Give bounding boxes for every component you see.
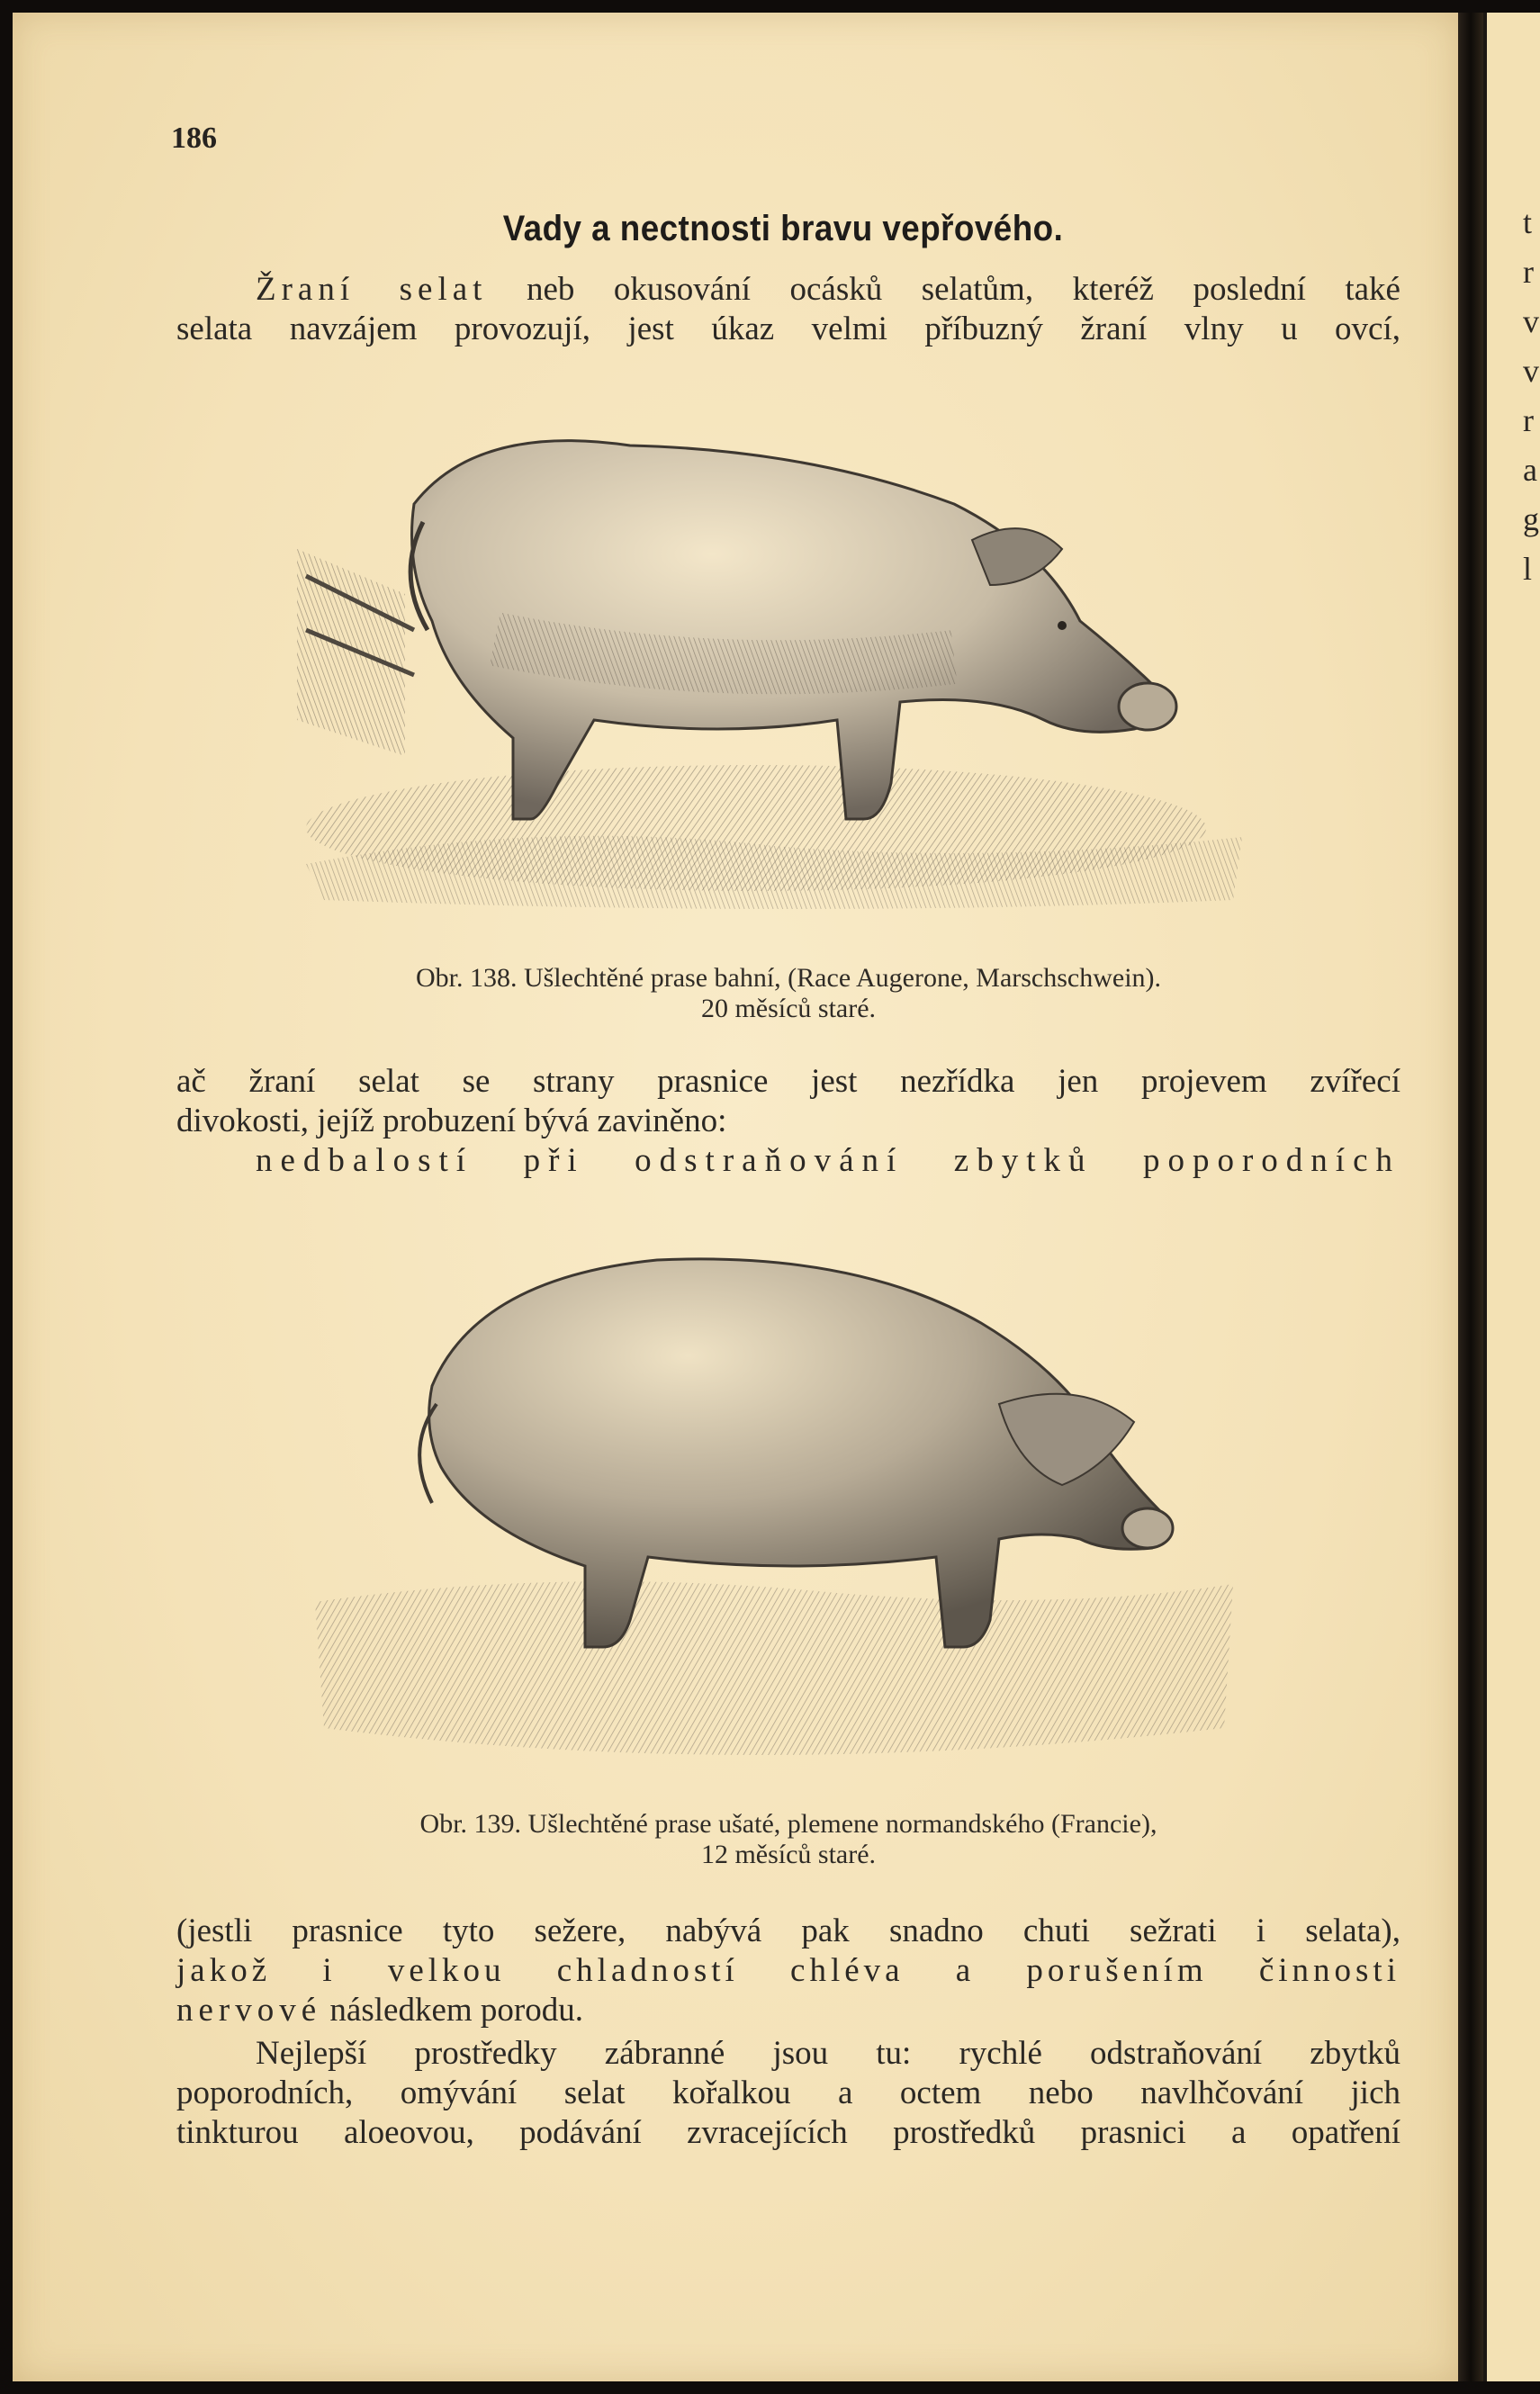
paragraph-3-line-2: jakož i velkou chladností chléva a porušením činnosti — [176, 1952, 1400, 1989]
right-letter: v — [1523, 353, 1539, 389]
right-letter: a — [1523, 452, 1537, 488]
paragraph-1-line-2: selata navzájem provozují, jest úkaz velmi příbuzný žraní vlny u ovcí, — [176, 310, 1400, 347]
page-heading: Vady a nectnosti bravu vepřového. — [502, 209, 1064, 248]
figure-138-pig-illustration — [270, 396, 1278, 936]
figure-138-caption-line-2: 20 měsíců staré. — [700, 994, 877, 1023]
page-number: 186 — [171, 122, 217, 155]
paragraph-3-line-3 — [176, 1991, 1400, 2030]
book-spine — [1458, 13, 1483, 2381]
paragraph-text: neb okusování ocásků selatům, kteréž poslední také — [487, 271, 1400, 308]
figure-138-caption-line-1: Obr. 138. Ušlechtěné prase bahní, (Race Augerone, Marschschwein). — [415, 963, 1162, 993]
paragraph-2-line-2: divokosti, jejíž probuzení bývá zaviněno: — [176, 1102, 727, 1139]
paragraph-4-line-2: poporodních, omývání selat kořalkou a octem nebo navlhčování jich — [176, 2074, 1400, 2111]
right-letter: v — [1523, 303, 1539, 339]
right-letter: r — [1523, 402, 1534, 438]
paragraph-3-line-1: (jestli prasnice tyto sežere, nabývá pak snadno chuti sežrati i selata), — [176, 1912, 1400, 1949]
right-page-letters — [1523, 198, 1539, 594]
paragraph-text: následkem porodu. — [321, 1992, 583, 2029]
right-letter: l — [1523, 551, 1533, 587]
paragraph-2-line-1: ač žraní selat se strany prasnice jest nezřídka jen projevem zvířecí — [176, 1063, 1400, 1100]
figure-139-pig-illustration — [297, 1242, 1242, 1782]
paragraph-4-line-3: tinkturou aloeovou, podávání zvracejících prostředků prasnici a opatření — [176, 2114, 1400, 2151]
paragraph-1-line-1 — [176, 270, 1400, 310]
right-letter: r — [1523, 254, 1534, 290]
paragraph-2-line-3: nedbalostí při odstraňování zbytků poporodních — [256, 1142, 1400, 1179]
paragraph-4-line-1: Nejlepší prostředky zábranné jsou tu: rychlé odstraňování zbytků — [256, 2035, 1400, 2072]
emphasis-text: nervové — [176, 1992, 322, 2029]
figure-139-caption-line-2: 12 měsíců staré. — [700, 1840, 877, 1869]
figure-139-caption-line-1: Obr. 139. Ušlechtěné prase ušaté, plemene normandského (Francie), — [419, 1809, 1157, 1839]
right-letter: g — [1523, 501, 1539, 537]
right-letter: t — [1523, 204, 1533, 240]
emphasis-text: Žraní selat — [256, 271, 488, 308]
